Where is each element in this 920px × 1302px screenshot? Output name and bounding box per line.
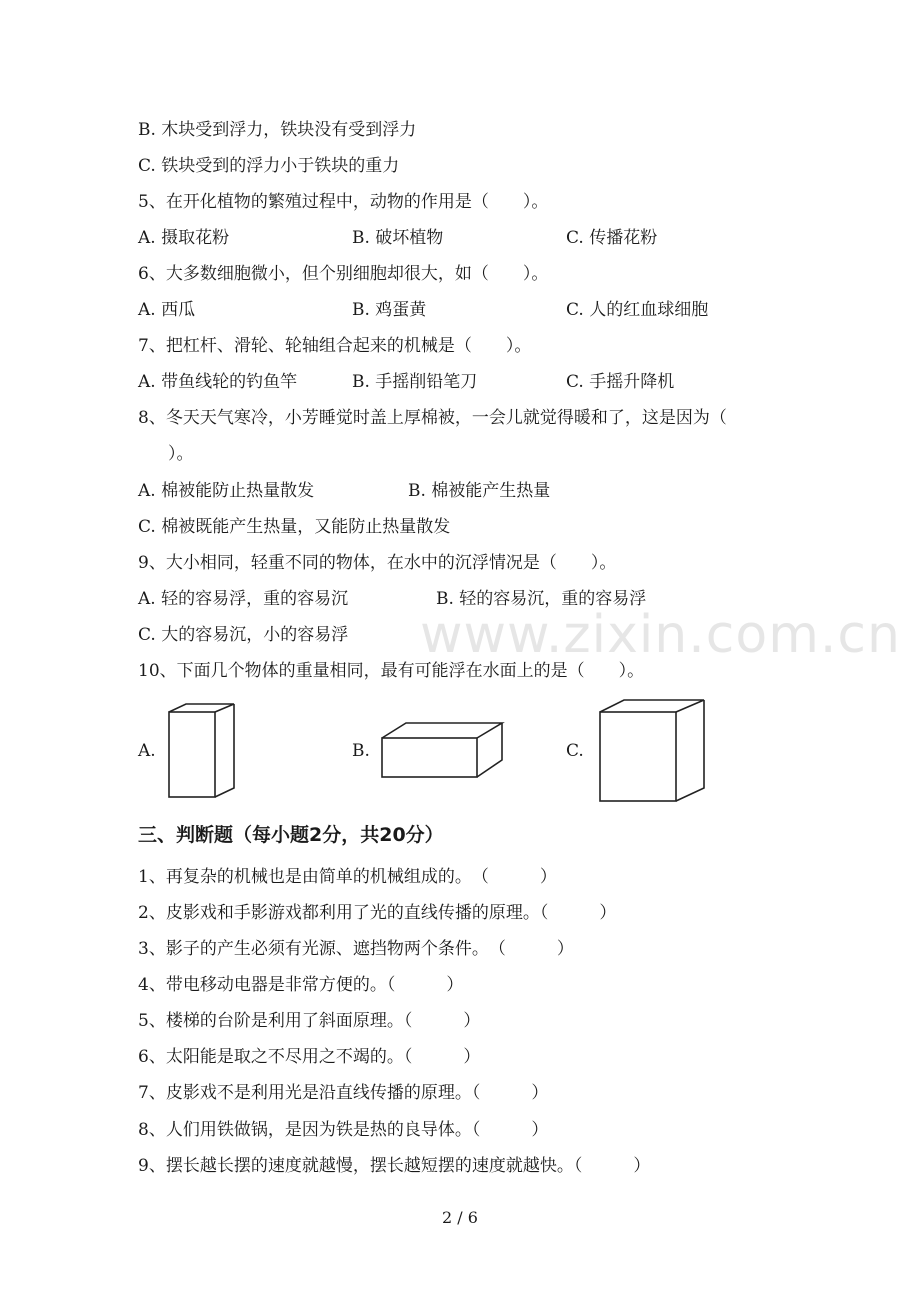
q9-option-c: C. 大的容易沉，小的容易浮 <box>138 625 349 645</box>
q5-option-c: C. 传播花粉 <box>566 228 658 248</box>
question-8-cont: ）。 <box>168 444 194 464</box>
judgment-2: 2、皮影戏和手影游戏都利用了光的直线传播的原理。（ ） <box>138 903 617 923</box>
page-number: 2 / 6 <box>442 1208 478 1227</box>
cube-figure <box>594 696 710 806</box>
judgment-7: 7、皮影戏不是利用光是沿直线传播的原理。（ ） <box>138 1083 549 1103</box>
section-title: 三、判断题（每小题2分，共20分） <box>138 824 444 846</box>
judgment-1: 1、再复杂的机械也是由简单的机械组成的。 （ ） <box>138 867 557 887</box>
question-7: 7、把杠杆、滑轮、轮轴组合起来的机械是（ ）。 <box>138 336 532 356</box>
figure-c-label: C. <box>566 741 584 761</box>
q7-option-c: C. 手摇升降机 <box>566 372 675 392</box>
judgment-9: 9、摆长越长摆的速度就越慢，摆长越短摆的速度就越快。（ ） <box>138 1156 651 1176</box>
judgment-8: 8、人们用铁做锅，是因为铁是热的良导体。（ ） <box>138 1120 549 1140</box>
question-5: 5、在开化植物的繁殖过程中，动物的作用是（ ）。 <box>138 192 549 212</box>
q6-option-c: C. 人的红血球细胞 <box>566 300 709 320</box>
judgment-3: 3、影子的产生必须有光源、遮挡物两个条件。 （ ） <box>138 939 574 959</box>
question-10: 10、下面几个物体的重量相同，最有可能浮在水面上的是（ ）。 <box>138 661 645 681</box>
q5-option-a: A. 摄取花粉 <box>138 228 230 248</box>
q5-option-b: B. 破坏植物 <box>352 228 444 248</box>
judgment-4: 4、带电移动电器是非常方便的。（ ） <box>138 975 464 995</box>
q6-option-b: B. 鸡蛋黄 <box>352 300 427 320</box>
option-c-prev: C. 铁块受到的浮力小于铁块的重力 <box>138 156 400 176</box>
figure-b-label: B. <box>352 741 370 761</box>
q9-option-a: A. 轻的容易浮，重的容易沉 <box>138 589 349 609</box>
watermark: www.zixin.com.cn <box>420 605 901 665</box>
judgment-6: 6、太阳能是取之不尽用之不竭的。（ ） <box>138 1047 481 1067</box>
q7-option-b: B. 手摇削铅笔刀 <box>352 372 478 392</box>
q8-option-a: A. 棉被能防止热量散发 <box>138 481 315 501</box>
q8-option-c: C. 棉被既能产生热量，又能防止热量散发 <box>138 517 451 537</box>
question-8: 8、冬天天气寒冷，小芳睡觉时盖上厚棉被，一会儿就觉得暖和了，这是因为（ <box>138 408 727 428</box>
q7-option-a: A. 带鱼线轮的钓鱼竿 <box>138 372 298 392</box>
question-9: 9、大小相同，轻重不同的物体，在水中的沉浮情况是（ ）。 <box>138 553 617 573</box>
judgment-5: 5、楼梯的台阶是利用了斜面原理。（ ） <box>138 1011 481 1031</box>
question-6: 6、大多数细胞微小，但个别细胞却很大，如（ ）。 <box>138 264 549 284</box>
q8-option-b: B. 棉被能产生热量 <box>408 481 551 501</box>
figure-a-label: A. <box>138 741 156 761</box>
q9-option-b: B. 轻的容易沉，重的容易浮 <box>436 589 647 609</box>
flat-box-figure <box>376 718 508 782</box>
tall-box-figure <box>162 700 242 802</box>
option-b-prev: B. 木块受到浮力，铁块没有受到浮力 <box>138 120 417 140</box>
q6-option-a: A. 西瓜 <box>138 300 196 320</box>
